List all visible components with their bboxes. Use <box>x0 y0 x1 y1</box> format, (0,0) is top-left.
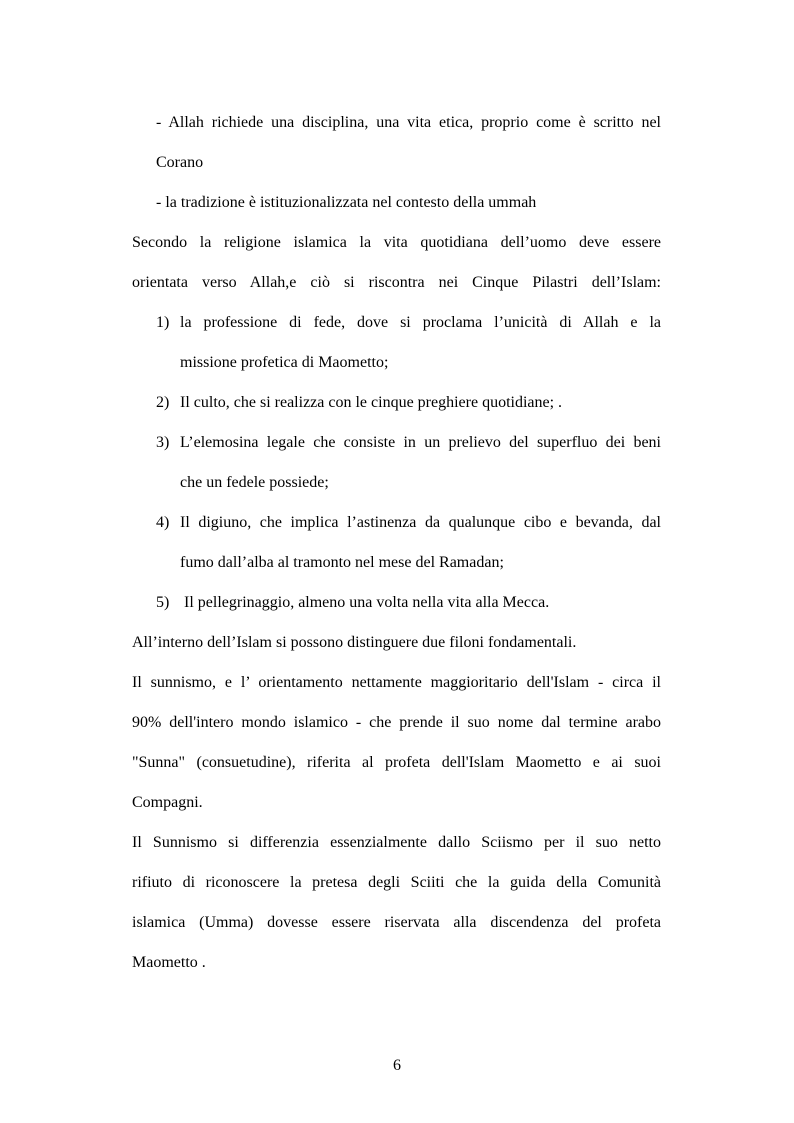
paragraph-line: Il Sunnismo si differenzia essenzialmente dallo Sciismo per il suo netto <box>132 834 661 851</box>
bullet-line-continuation: Corano <box>156 154 204 171</box>
body-text <box>132 103 661 983</box>
list-item-text: Il pellegrinaggio, almeno una volta nella vita alla Mecca. <box>180 594 550 611</box>
list-item <box>132 423 661 463</box>
paragraph-line: islamica (Umma) dovesse essere riservata alla discendenza del profeta <box>132 914 661 931</box>
list-item-continuation: che un fedele possiede; <box>180 474 329 491</box>
page-number: 6 <box>393 1057 401 1074</box>
list-item <box>132 383 661 423</box>
list-item-text: L’elemosina legale che consiste in un prelievo del superfluo dei beni <box>180 434 661 451</box>
paragraph-line: All’interno dell’Islam si possono distinguere due filoni fondamentali. <box>132 634 577 651</box>
list-number: 3) <box>156 434 170 451</box>
paragraph-line: Compagni. <box>132 794 203 811</box>
list-item-text: la professione di fede, dove si proclama l’unicità di Allah e la <box>180 314 661 331</box>
list-number: 1) <box>156 314 170 331</box>
list-item-continuation: fumo dall’alba al tramonto nel mese del Ramadan; <box>180 554 504 571</box>
paragraph-line: "Sunna" (consuetudine), riferita al profeta dell'Islam Maometto e ai suoi <box>132 754 661 771</box>
list-number: 5) <box>156 594 170 611</box>
list-item <box>132 503 661 543</box>
bullet-line: - la tradizione è istituzionalizzata nel contesto della ummah <box>156 194 537 211</box>
bullet-line: - Allah richiede una disciplina, una vita etica, proprio come è scritto nel <box>156 114 661 131</box>
paragraph-line: orientata verso Allah,e ciò si riscontra nei Cinque Pilastri dell’Islam: <box>132 274 661 291</box>
list-number: 4) <box>156 514 170 531</box>
list-item <box>132 303 661 343</box>
list-item-text: Il digiuno, che implica l’astinenza da qualunque cibo e bevanda, dal <box>180 514 661 531</box>
list-number: 2) <box>156 394 170 411</box>
paragraph-line: Il sunnismo, e l’ orientamento nettamente maggioritario dell'Islam - circa il <box>132 674 661 691</box>
paragraph-line: Secondo la religione islamica la vita quotidiana dell’uomo deve essere <box>132 234 661 251</box>
paragraph-line: 90% dell'intero mondo islamico - che prende il suo nome dal termine arabo <box>132 714 661 731</box>
paragraph-line: Maometto . <box>132 954 206 971</box>
list-item-continuation: missione profetica di Maometto; <box>180 354 389 371</box>
paragraph-line: rifiuto di riconoscere la pretesa degli Sciiti che la guida della Comunità <box>132 874 661 891</box>
list-item <box>132 583 661 623</box>
list-item-text: Il culto, che si realizza con le cinque preghiere quotidiane; . <box>180 394 563 411</box>
